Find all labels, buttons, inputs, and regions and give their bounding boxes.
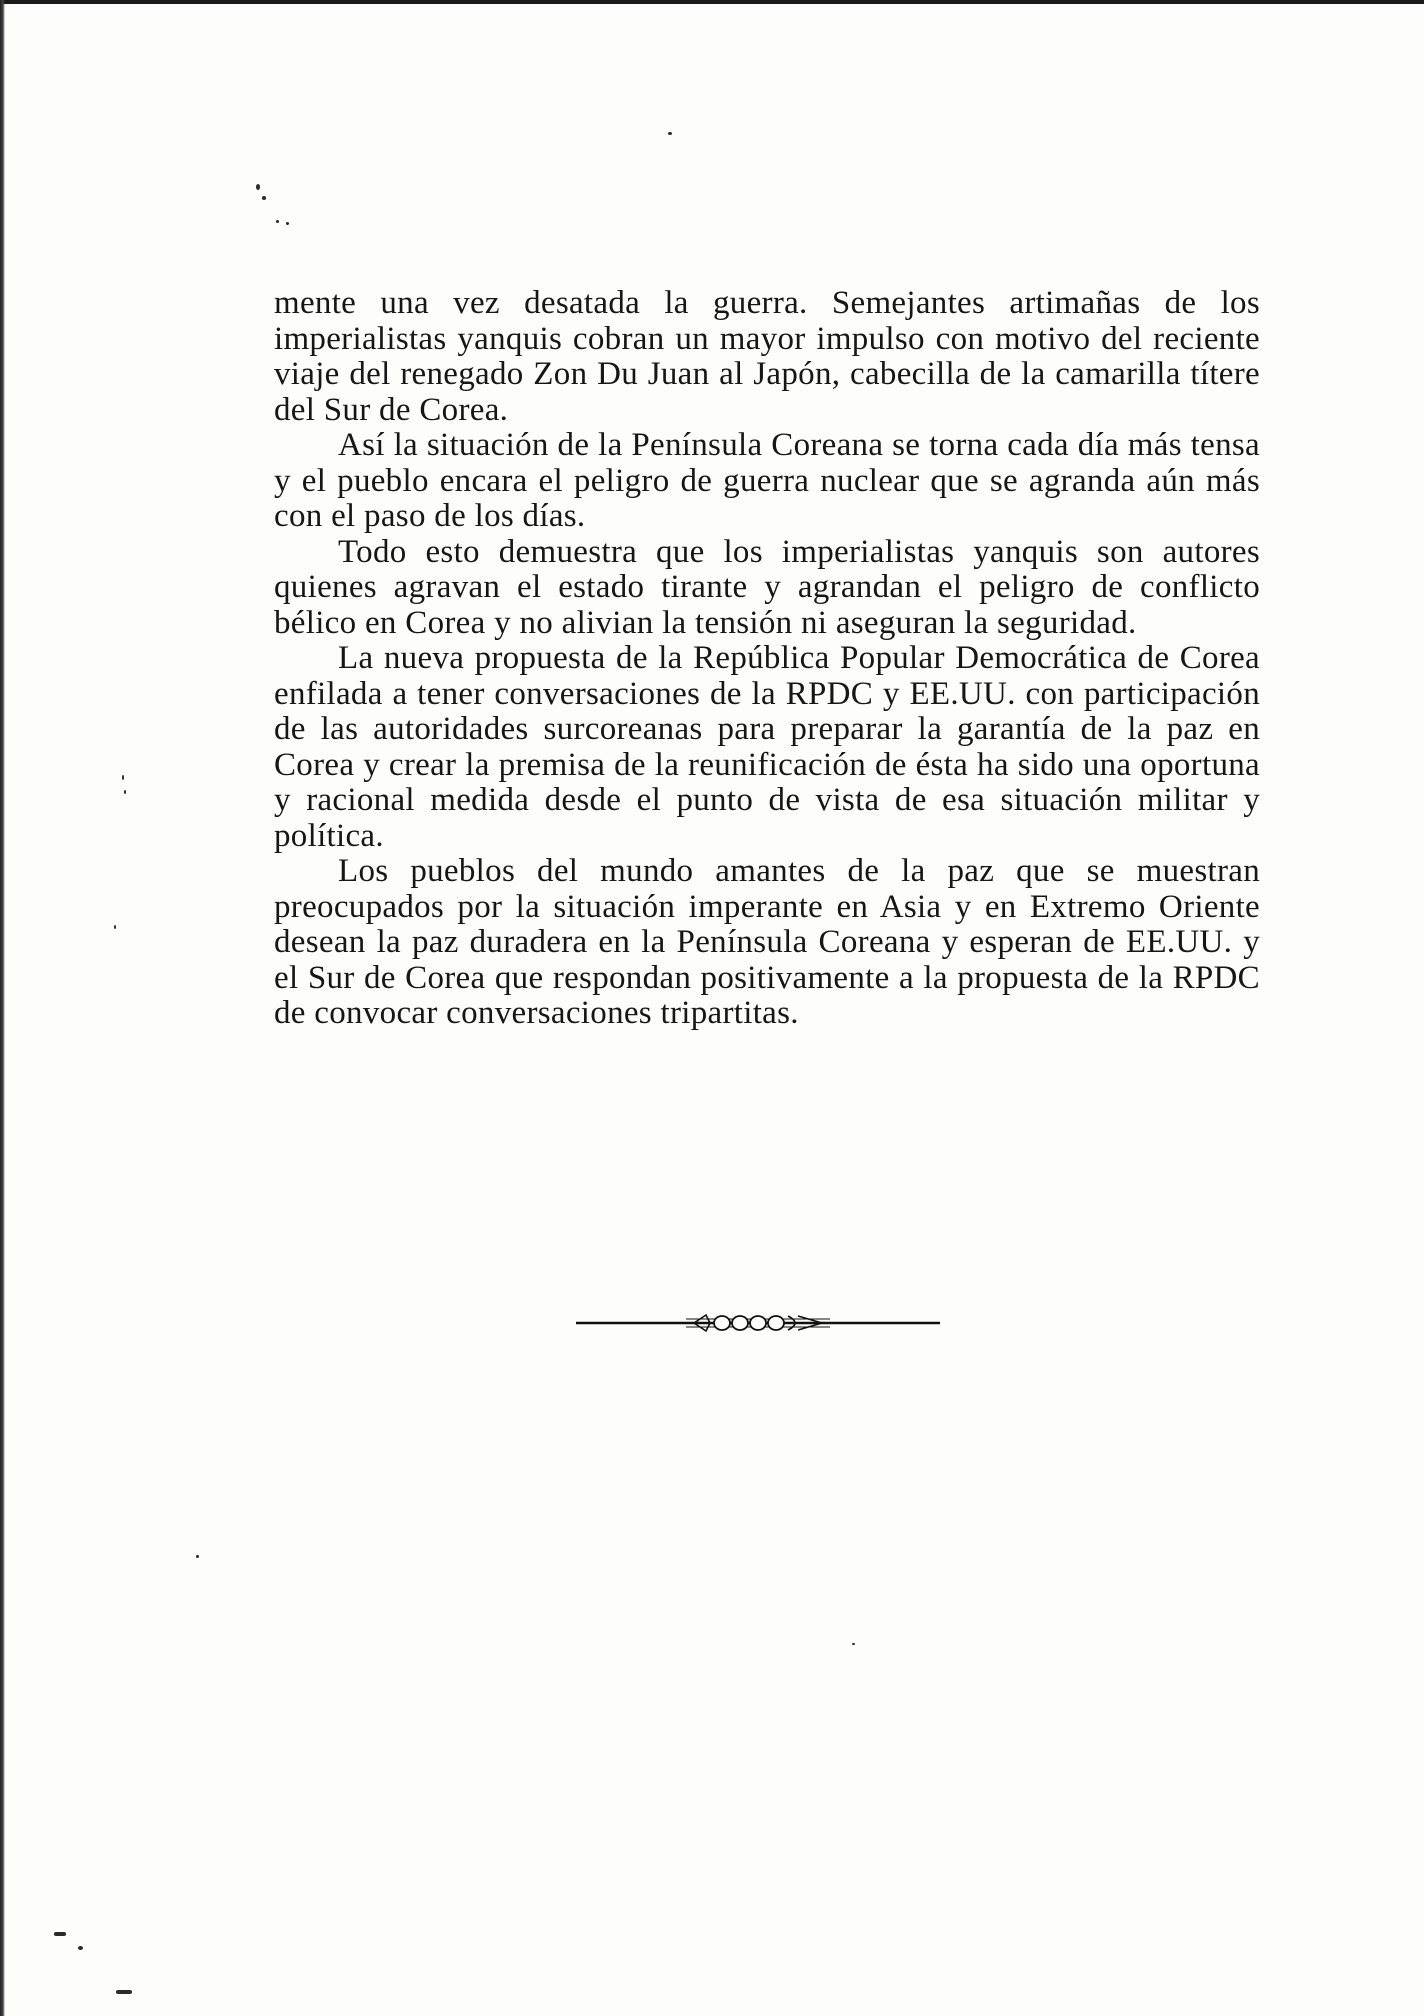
paragraph: Los pueblos del mundo amantes de la paz que se muestran preocupados por la situación imperante en Asia y en Extremo Oriente desean la paz duradera en la Península Coreana y esperan de EE.UU. y el Sur de Corea que respondan positivamente a la propuesta de la RPDC de convocar conversaciones tripartitas. [274, 853, 1260, 1031]
page-left-edge [0, 0, 5, 2016]
paragraph: La nueva propuesta de la República Popular Democrática de Corea enfilada a tener conversaciones de la RPDC y EE.UU. con participación de las autoridades surcoreanas para preparar la garantía de la paz en Corea y crear la premisa de la reunificación de ésta ha sido una oportuna y racional medida desde el punto de vista de esa situación militar y política. [274, 640, 1260, 854]
scan-speck [78, 1946, 83, 1950]
scan-speck [124, 790, 126, 794]
scan-speck [852, 1643, 855, 1645]
scan-speck [196, 1555, 199, 1558]
paragraph: Así la situación de la Península Coreana se torna cada día más tensa y el pueblo encara el peligro de guerra nuclear que se agranda aún más con el paso de los días. [274, 427, 1260, 534]
scan-speck [262, 196, 266, 200]
page-top-edge [0, 0, 1424, 4]
scan-speck [54, 1932, 66, 1936]
body-text [274, 286, 1260, 1032]
scan-speck [668, 132, 672, 135]
scan-speck [116, 1990, 132, 1994]
scan-speck [122, 775, 124, 780]
paragraph: mente una vez desatada la guerra. Semejantes artimañas de los imperialistas yanquis cobran un mayor impulso con motivo del reciente viaje del renegado Zon Du Juan al Japón, cabecilla de la camarilla títere del Sur de Corea. [274, 285, 1260, 428]
scan-speck [286, 222, 289, 225]
decorative-rule [576, 1308, 940, 1338]
scan-speck [114, 925, 116, 929]
scan-speck [256, 184, 260, 190]
scan-speck [276, 220, 279, 223]
paragraph: Todo esto demuestra que los imperialistas yanquis son autores quienes agravan el estado tirante y agrandan el peligro de conflicto bélico en Corea y no alivian la tensión ni aseguran la seguridad. [274, 533, 1260, 641]
